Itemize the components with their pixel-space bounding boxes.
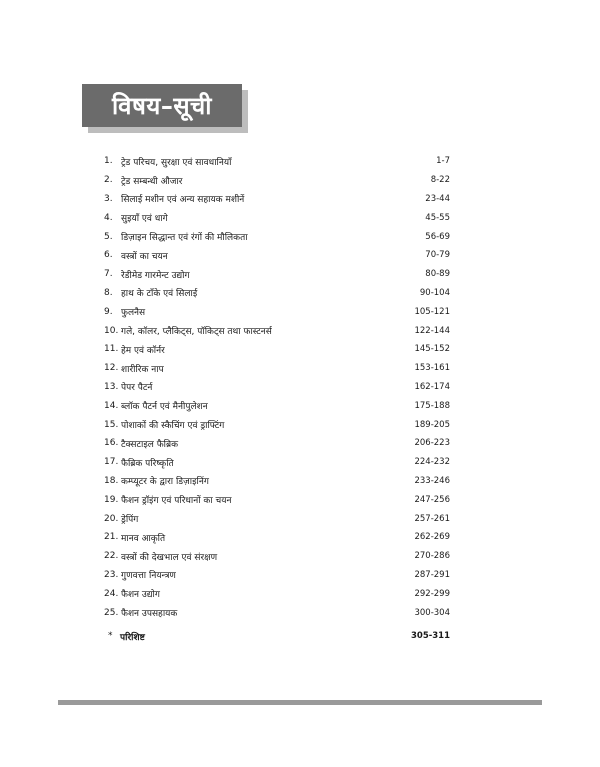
toc-entry	[104, 584, 450, 603]
entry-number: 4.	[104, 212, 113, 223]
entry-title: सिलाई मशीन एवं अन्य सहायक मशीनें	[121, 195, 245, 206]
entry-number: 19.	[104, 494, 119, 505]
entry-number: 21.	[104, 532, 119, 543]
entry-title: वस्त्रों का चयन	[121, 251, 168, 262]
entry-number: 12.	[104, 363, 119, 374]
entry-title: पोशाकों की स्कैचिंग एवं ड्राफ्टिंग	[121, 421, 225, 432]
entry-title: फैशन उद्योग	[121, 590, 160, 601]
toc-entry	[104, 509, 450, 528]
toc-entry	[104, 547, 450, 566]
entry-number: 3.	[104, 193, 113, 204]
entry-pages: 105-121	[414, 306, 450, 317]
toc-entry	[104, 396, 450, 415]
entry-title: रेडीमेड गारमेन्ट उद्योग	[121, 270, 190, 281]
entry-number: 5.	[104, 231, 113, 242]
toc-entry	[104, 603, 450, 622]
entry-pages: 122-144	[414, 325, 450, 336]
entry-title: ट्रेड परिचय, सुरक्षा एवं सावधानियाँ	[121, 157, 232, 168]
entry-title: पेपर पैटर्न	[121, 383, 153, 394]
entry-pages: 162-174	[414, 381, 450, 392]
entry-number: 8.	[104, 287, 113, 298]
entry-number: 1.	[104, 156, 113, 167]
toc-entry	[104, 284, 450, 303]
toc-entry	[104, 359, 450, 378]
entry-number: 13.	[104, 381, 119, 392]
entry-title: टैक्सटाइल फैब्रिक	[121, 439, 179, 450]
table-of-contents	[104, 152, 450, 622]
entry-pages: 262-269	[414, 532, 450, 543]
toc-entry	[104, 490, 450, 509]
entry-pages: 56-69	[425, 231, 450, 242]
entry-pages: 80-89	[425, 269, 450, 280]
entry-title: गुणवत्ता नियन्त्रण	[121, 571, 176, 582]
entry-pages: 224-232	[414, 457, 450, 468]
entry-title: कम्प्यूटर के द्वारा डिज़ाइनिंग	[121, 477, 209, 488]
toc-entry	[104, 227, 450, 246]
entry-number: 20.	[104, 513, 119, 524]
title-box	[82, 84, 242, 127]
toc-entry	[104, 246, 450, 265]
toc-entry	[104, 434, 450, 453]
entry-pages: 206-223	[414, 438, 450, 449]
page-title: विषय–सूची	[111, 92, 213, 120]
entry-number: 11.	[104, 344, 119, 355]
entry-number: 2.	[104, 175, 113, 186]
entry-number: 23.	[104, 569, 119, 580]
entry-number: 7.	[104, 269, 113, 280]
entry-title: ड्रेपिंग	[121, 515, 139, 526]
entry-number: 16.	[104, 438, 119, 449]
toc-entry	[104, 302, 450, 321]
entry-pages: 175-188	[414, 400, 450, 411]
toc-entry	[104, 171, 450, 190]
appendix-pages: 305-311	[410, 631, 450, 641]
entry-title: हाथ के टाँके एवं सिलाई	[121, 289, 198, 300]
entry-pages: 287-291	[414, 569, 450, 580]
toc-entry	[104, 208, 450, 227]
entry-number: 24.	[104, 588, 119, 599]
entry-title: फैब्रिक परिष्कृति	[121, 458, 174, 469]
entry-title: ट्रेड सम्बन्धी औजार	[121, 176, 183, 187]
asterisk-marker: *	[108, 631, 113, 641]
entry-number: 9.	[104, 306, 113, 317]
entry-pages: 257-261	[414, 513, 450, 524]
appendix-title: परिशिष्ट	[120, 632, 145, 643]
entry-title: हेम एवं कॉर्नर	[121, 345, 165, 356]
toc-entry	[104, 453, 450, 472]
entry-title: फैशन उपसहायक	[121, 609, 178, 620]
toc-entry	[104, 415, 450, 434]
footer-divider	[58, 700, 542, 705]
entry-number: 25.	[104, 607, 119, 618]
toc-entry	[104, 340, 450, 359]
entry-pages: 153-161	[414, 363, 450, 374]
entry-pages: 70-79	[425, 250, 450, 261]
toc-entry	[104, 472, 450, 491]
entry-title: फैशन ड्रॉइंग एवं परिधानों का चयन	[121, 496, 232, 507]
entry-title: मानव आकृति	[121, 533, 166, 544]
entry-number: 22.	[104, 551, 119, 562]
toc-entry	[104, 190, 450, 209]
entry-pages: 45-55	[425, 212, 450, 223]
entry-pages: 189-205	[414, 419, 450, 430]
entry-title: सुइयाँ एवं धागे	[121, 214, 168, 225]
entry-title: फुलनैस	[121, 308, 146, 319]
entry-title: वस्त्रों की देखभाल एवं संरक्षण	[121, 552, 218, 563]
entry-number: 15.	[104, 419, 119, 430]
entry-pages: 270-286	[414, 551, 450, 562]
entry-title: ब्लॉक पैटर्न एवं मैनीपुलेशन	[121, 402, 208, 413]
entry-pages: 300-304	[414, 607, 450, 618]
entry-pages: 1-7	[436, 156, 450, 167]
entry-number: 18.	[104, 475, 119, 486]
entry-pages: 247-256	[414, 494, 450, 505]
entry-title: शारीरिक नाप	[121, 364, 164, 375]
entry-number: 14.	[104, 400, 119, 411]
entry-pages: 233-246	[414, 475, 450, 486]
toc-entry	[104, 265, 450, 284]
entry-pages: 8-22	[430, 175, 450, 186]
entry-pages: 23-44	[425, 193, 450, 204]
entry-number: 10.	[104, 325, 119, 336]
toc-entry	[104, 378, 450, 397]
toc-entry	[104, 528, 450, 547]
toc-entry	[104, 321, 450, 340]
entry-number: 17.	[104, 457, 119, 468]
entry-number: 6.	[104, 250, 113, 261]
appendix-entry	[108, 628, 450, 644]
entry-pages: 90-104	[419, 287, 450, 298]
entry-title: गले, कॉलर, प्लैकिट्स, पॉकिट्स तथा फास्टनर्स	[121, 327, 272, 338]
toc-entry	[104, 152, 450, 171]
toc-entry	[104, 566, 450, 585]
entry-title: डिज़ाइन सिद्धान्त एवं रंगों की मौलिकता	[121, 233, 248, 244]
entry-pages: 145-152	[414, 344, 450, 355]
entry-pages: 292-299	[414, 588, 450, 599]
